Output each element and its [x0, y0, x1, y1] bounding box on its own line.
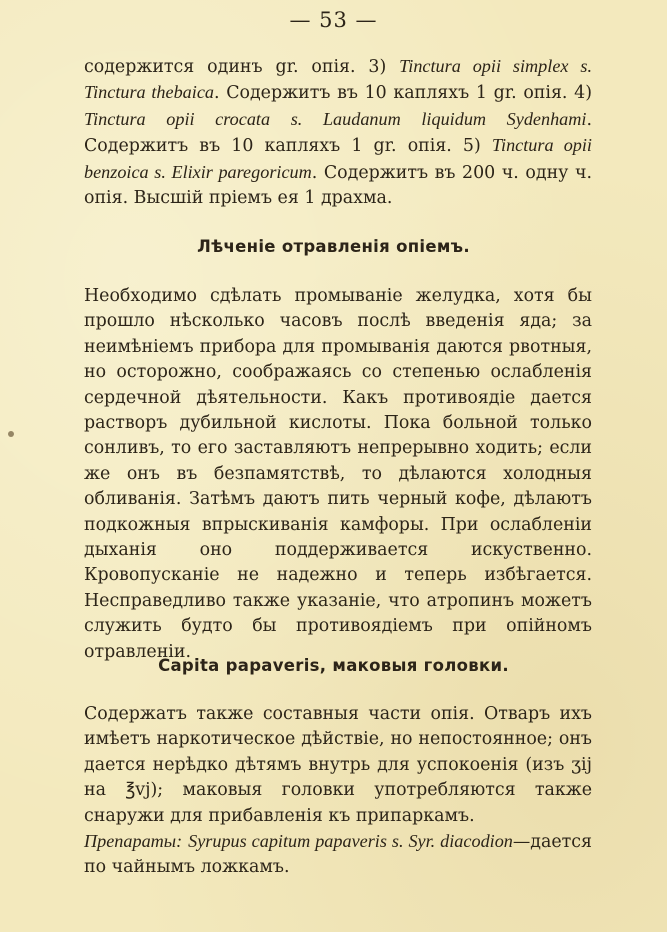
- latin-term: Syrupus capitum papaveris s. Syr. diacodion: [188, 831, 513, 852]
- text-segment: . Содержитъ въ 200 ч. одну ч. опія. Высшій пріемъ ея 1 драхма.: [84, 162, 592, 209]
- text-segment: —дается по чайнымъ ложкамъ.: [84, 832, 592, 878]
- latin-term: Tinctura opii benzoica s. Elixir paregoricum: [84, 135, 592, 182]
- section-heading-capita-papaveris: Capita papaveris, маковыя головки.: [158, 656, 509, 675]
- text-segment: Содержатъ также составныя части опія. Отваръ ихъ имѣетъ наркотическое дѣйствіе, но непостоянное; онъ дается нерѣдко дѣтямъ внутрь для успокоенія (изъ ʒij на ℥vj); маковыя головки употребляются также снаружи для прибавленія къ припаркамъ.: [84, 704, 592, 826]
- paragraph-opium-tinctures: [84, 54, 592, 211]
- text-segment: содержится одинъ gr. опія. 3): [84, 57, 400, 77]
- page-number: — 53 —: [289, 8, 378, 32]
- latin-term: Tinctura opii crocata s. Laudanum liquidum Sydenhami: [84, 108, 587, 129]
- text-segment: . Содержитъ въ 10 капляхъ 1 gr. опія. 5): [84, 109, 592, 157]
- paragraph-capita-papaveris: [84, 702, 592, 881]
- latin-term: Tinctura opii simplex s. Tinctura thebaica: [84, 56, 592, 103]
- section-heading-treatment: Лѣченіе отравленія опіемъ.: [197, 237, 470, 256]
- margin-mark: [8, 431, 14, 437]
- text-segment: . Содержитъ въ 10 капляхъ 1 gr. опія. 4): [213, 83, 592, 104]
- preparations-label: Препараты:: [84, 831, 183, 852]
- paragraph-treatment: Необходимо сдѣлать промываніе желудка, хотя бы прошло нѣсколько часовъ послѣ введенія яда; за неимѣніемъ прибора для промыванія даются рвотныя, но осторожно, соображаясь со степенью ослабленія сердечной дѣятельности. Какъ противоядіе дается растворъ дубильной кислоты. Пока больной только сонливъ, то его заставляютъ непрерывно ходить; если же онъ въ безпамятствѣ, то дѣлаются холодныя обливанія. Затѣмъ даютъ пить черный кофе, дѣлаютъ подкожныя впрыскиванія камфоры. При ослабленіи дыханія оно поддерживается искуственно. Кровопусканіе не надежно и теперь избѣгается. Несправедливо также указаніе, что атропинъ можетъ служить будто бы противоядіемъ при опійномъ отравленіи.: [84, 286, 592, 662]
